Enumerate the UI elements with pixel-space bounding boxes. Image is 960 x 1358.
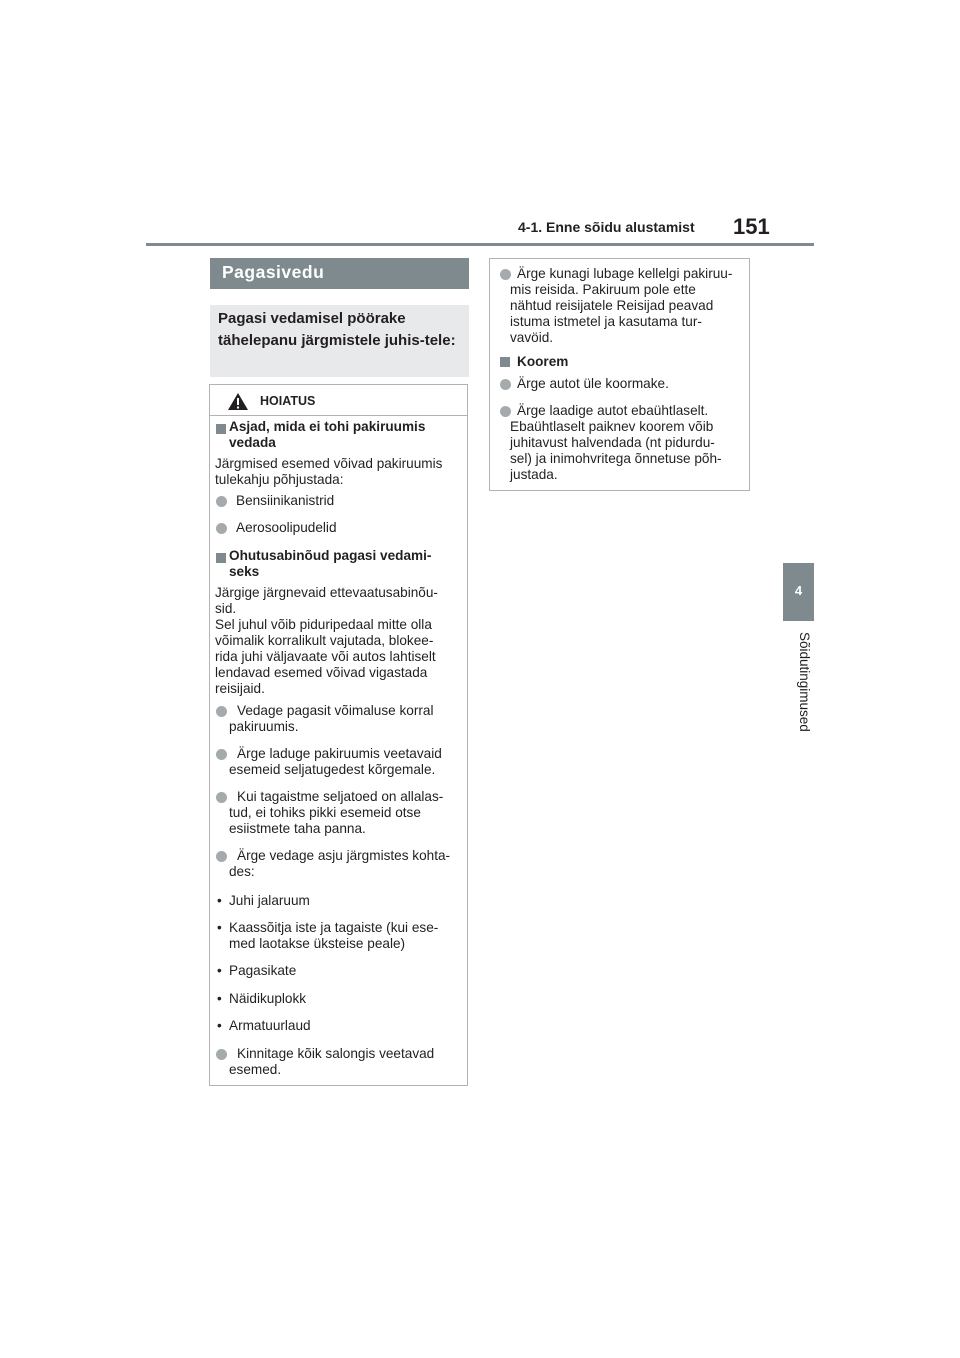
list-item: sel) ja inimohvritega õnnetuse põh- <box>510 451 722 466</box>
list-item: Kui tagaistme seljatoed on allalas- <box>237 789 444 804</box>
intro-box <box>210 305 469 377</box>
section-title-bar <box>210 258 469 289</box>
round-bullet-icon <box>216 523 227 534</box>
continued-warning-box <box>489 258 750 491</box>
warning-header <box>210 385 467 416</box>
list-item: esemeid seljatugedest kõrgemale. <box>229 762 436 777</box>
square-bullet-icon <box>216 553 226 563</box>
square-bullet-icon <box>216 424 226 434</box>
sub-list-item: Kaassõitja iste ja tagaiste (kui ese- <box>229 920 439 935</box>
list-item: istuma istmetel ja kasutama tur- <box>510 314 702 329</box>
square-bullet-icon <box>500 357 510 367</box>
koorem-heading: Koorem <box>517 354 569 369</box>
round-bullet-icon <box>500 269 511 280</box>
sub-list-item: med laotakse üksteise peale) <box>229 936 406 951</box>
list-item: des: <box>229 864 255 879</box>
paragraph-line: sid. <box>215 601 237 616</box>
page-number: 151 <box>733 214 770 239</box>
list-item: Ärge laadige autot ebaühtlaselt. <box>517 403 709 418</box>
sub-bullet-icon: • <box>217 991 222 1006</box>
warning-heading-line: Asjad, mida ei tohi pakiruumis <box>229 419 426 434</box>
list-item: esiistmete taha panna. <box>229 821 366 836</box>
list-item: mis reisida. Pakiruum pole ette <box>510 282 696 297</box>
paragraph-line: rida juhi väljavaate või autos lahtiselt <box>215 649 436 664</box>
sub-list-item: Juhi jalaruum <box>229 893 310 908</box>
warning-heading-line: Ohutusabinõud pagasi vedami- <box>229 548 432 563</box>
paragraph-line: lendavad esemed võivad vigastada <box>215 665 428 680</box>
warning-triangle-icon <box>227 392 249 411</box>
list-item: justada. <box>510 467 558 482</box>
round-bullet-icon <box>500 406 511 417</box>
intro-text: Pagasi vedamisel pöörake tähelepanu järgmistele juhis-tele: <box>218 310 456 349</box>
sub-bullet-icon: • <box>217 920 222 935</box>
chapter-label: Sõidutingimused <box>797 632 812 732</box>
list-item: nähtud reisijatele Reisijad peavad <box>510 298 714 313</box>
chapter-number: 4 <box>794 583 803 598</box>
list-item: pakiruumis. <box>229 719 299 734</box>
sub-bullet-icon: • <box>217 893 222 908</box>
warning-box <box>209 384 468 1086</box>
round-bullet-icon <box>216 851 227 862</box>
round-bullet-icon <box>216 496 227 507</box>
paragraph-line: tulekahju põhjustada: <box>215 472 344 487</box>
paragraph-line: Sel juhul võib piduripedaal mitte olla <box>215 617 432 632</box>
list-item: Ärge autot üle koormake. <box>517 376 669 391</box>
list-item: vavöid. <box>510 330 554 345</box>
list-item: Ärge vedage asju järgmistes kohta- <box>237 848 451 863</box>
paragraph-line: võimalik korralikult vajutada, blokee- <box>215 633 434 648</box>
sub-list-item: Näidikuplokk <box>229 991 307 1006</box>
paragraph-line: Järgige järgnevaid ettevaatusabinõu- <box>215 585 438 600</box>
list-item: Ärge laduge pakiruumis veetavaid <box>237 746 442 761</box>
paragraph-line: reisijaid. <box>215 681 265 696</box>
sub-bullet-icon: • <box>217 1018 222 1033</box>
sub-list-item: Armatuurlaud <box>229 1018 311 1033</box>
running-header: 4-1. Enne sõidu alustamist <box>518 219 695 235</box>
warning-heading-line: vedada <box>229 435 276 450</box>
round-bullet-icon <box>216 749 227 760</box>
list-item: juhitavust halvendada (nt pidurdu- <box>510 435 715 450</box>
list-item: Kinnitage kõik salongis veetavad <box>237 1046 435 1061</box>
warning-title: HOIATUS <box>260 394 316 408</box>
list-item: Ärge kunagi lubage kellelgi pakiruu- <box>517 266 733 281</box>
list-item: esemed. <box>229 1062 282 1077</box>
section-title: Pagasivedu <box>222 262 325 282</box>
round-bullet-icon <box>216 1049 227 1060</box>
list-item: Vedage pagasit võimaluse korral <box>237 703 434 718</box>
list-item: tud, ei tohiks pikki esemeid otse <box>229 805 421 820</box>
paragraph-line: Järgmised esemed võivad pakiruumis <box>215 456 443 471</box>
list-item: Ebaühtlaselt paiknev koorem võib <box>510 419 714 434</box>
list-item: Aerosoolipudelid <box>236 520 337 535</box>
round-bullet-icon <box>216 792 227 803</box>
warning-heading-line: seks <box>229 564 260 579</box>
round-bullet-icon <box>216 706 227 717</box>
sub-bullet-icon: • <box>217 963 222 978</box>
round-bullet-icon <box>500 379 511 390</box>
list-item: Bensiinikanistrid <box>236 493 335 508</box>
header-rule <box>146 243 814 246</box>
sub-list-item: Pagasikate <box>229 963 297 978</box>
